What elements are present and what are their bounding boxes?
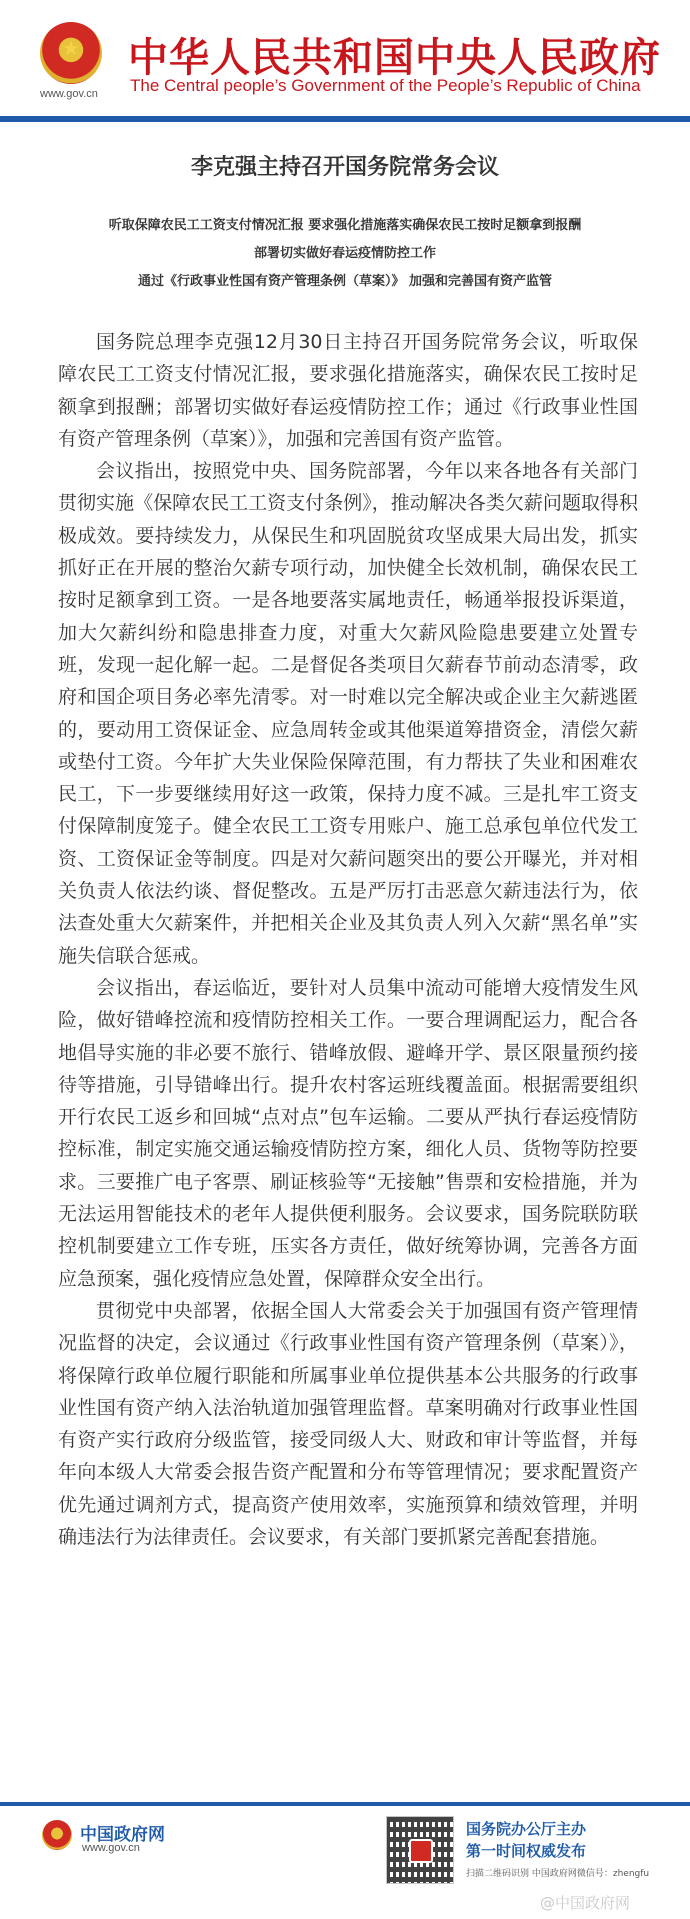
footer-site-url[interactable]: www.gov.cn xyxy=(82,1842,140,1854)
article-body xyxy=(58,326,638,1553)
footer-site-name[interactable]: 中国政府网 xyxy=(80,1825,165,1845)
article-paragraph: 会议指出，按照党中央、国务院部署，今年以来各地各有关部门贯彻实施《保障农民工工资支付条例》，推动解决各类欠薪问题取得积极成效。要持续发力，从保民生和巩固脱贫攻坚成果大局出发，抓实抓好正在开展的整治欠薪专项行动，加快健全长效机制，确保农民工按时足额拿到工资。一是各地要落实属地责任，畅通举报投诉渠道，加大欠薪纠纷和隐患排查力度，对重大欠薪风险隐患要建立处置专班，发现一起化解一起。二是督促各类项目欠薪春节前动态清零，政府和国企项目务必率先清零。对一时难以完全解决或企业主欠薪逃匿的，要动用工资保证金、应急周转金或其他渠道筹措资金，清偿欠薪或垫付工资。今年扩大失业保险保障范围，有力帮扶了失业和困难农民工，下一步要继续用好这一政策，保持力度不减。三是扎牢工资支付保障制度笼子。健全农民工工资专用账户、施工总承包单位代发工资、工资保证金等制度。四是对欠薪问题突出的要公开曝光，并对相关负责人依法约谈、督促整改。五是严厉打击恶意欠薪违法行为，依法查处重大欠薪案件，并把相关企业及其负责人列入欠薪“黑名单”实施失信联合惩戒。 xyxy=(58,460,638,967)
site-title-cn: 中华人民共和国中央人民政府 xyxy=(128,35,661,81)
qr-logo-icon xyxy=(409,1839,433,1863)
header-divider xyxy=(0,116,690,122)
footer-scan-text: 扫描二维码识别 中国政府网微信号：zhengfu xyxy=(466,1869,650,1879)
article-subtitle: 听取保障农民工工资支付情况汇报 要求强化措施落实确保农民工按时足额拿到报酬 xyxy=(108,218,582,233)
site-title-en: The Central people’s Government of the People’s Republic of China xyxy=(130,76,641,95)
footer-emblem-icon xyxy=(42,1820,72,1850)
footer-divider xyxy=(0,1802,690,1806)
article-title: 李克强主持召开国务院常务会议 xyxy=(190,155,499,180)
footer-slogan: 第一时间权威发布 xyxy=(466,1842,587,1860)
header-site-url[interactable]: www.gov.cn xyxy=(40,88,98,100)
national-emblem-icon: ★ xyxy=(40,22,102,84)
article-paragraph: 贯彻党中央部署，依据全国人大常委会关于加强国有资产管理情况监督的决定，会议通过《行政事业性国有资产管理条例（草案）》，将保障行政单位履行职能和所属事业单位提供基本公共服务的行政事业性国有资产纳入法治轨道加强管理监督。草案明确对行政事业性国有资产实行政府分级监管，接受同级人大、财政和审计等监督，并每年向本级人大常委会报告资产配置和分布等管理情况；要求配置资产优先通过调剂方式，提高资产使用效率，实施预算和绩效管理，并明确违法行为法律责任。会议要求，有关部门要抓紧完善配套措施。 xyxy=(58,1299,638,1548)
article-subtitle: 通过《行政事业性国有资产管理条例（草案）》 加强和完善国有资产监管 xyxy=(137,274,553,289)
watermark: @中国政府网 xyxy=(540,1894,631,1912)
article-subtitle: 部署切实做好春运疫情防控工作 xyxy=(253,246,436,261)
site-header xyxy=(0,0,690,118)
article-paragraph: 会议指出，春运临近，要针对人员集中流动可能增大疫情发生风险，做好错峰控流和疫情防控相关工作。一要合理调配运力，配合各地倡导实施的非必要不旅行、错峰放假、避峰开学、景区限量预约接待等措施，引导错峰出行。提升农村客运班线覆盖面。根据需要组织开行农民工返乡和回城“点对点”包车运输。二要从严执行春运疫情防控标准，制定实施交通运输疫情防控方案，细化人员、货物等防控要求。三要推广电子客票、刷证核验等“无接触”售票和安检措施，并为无法运用智能技术的老年人提供便利服务。会议要求，国务院联防联控机制要建立工作专班，压实各方责任，做好统筹协调，完善各方面应急预案，强化疫情应急处置，保障群众安全出行。 xyxy=(58,976,638,1290)
article-paragraph: 国务院总理李克强12月30日主持召开国务院常务会议，听取保障农民工工资支付情况汇报，要求强化措施落实，确保农民工按时足额拿到报酬；部署切实做好春运疫情防控工作；通过《行政事业性国有资产管理条例（草案）》，加强和完善国有资产监管。 xyxy=(58,331,638,450)
footer-slogan: 国务院办公厅主办 xyxy=(466,1820,587,1838)
